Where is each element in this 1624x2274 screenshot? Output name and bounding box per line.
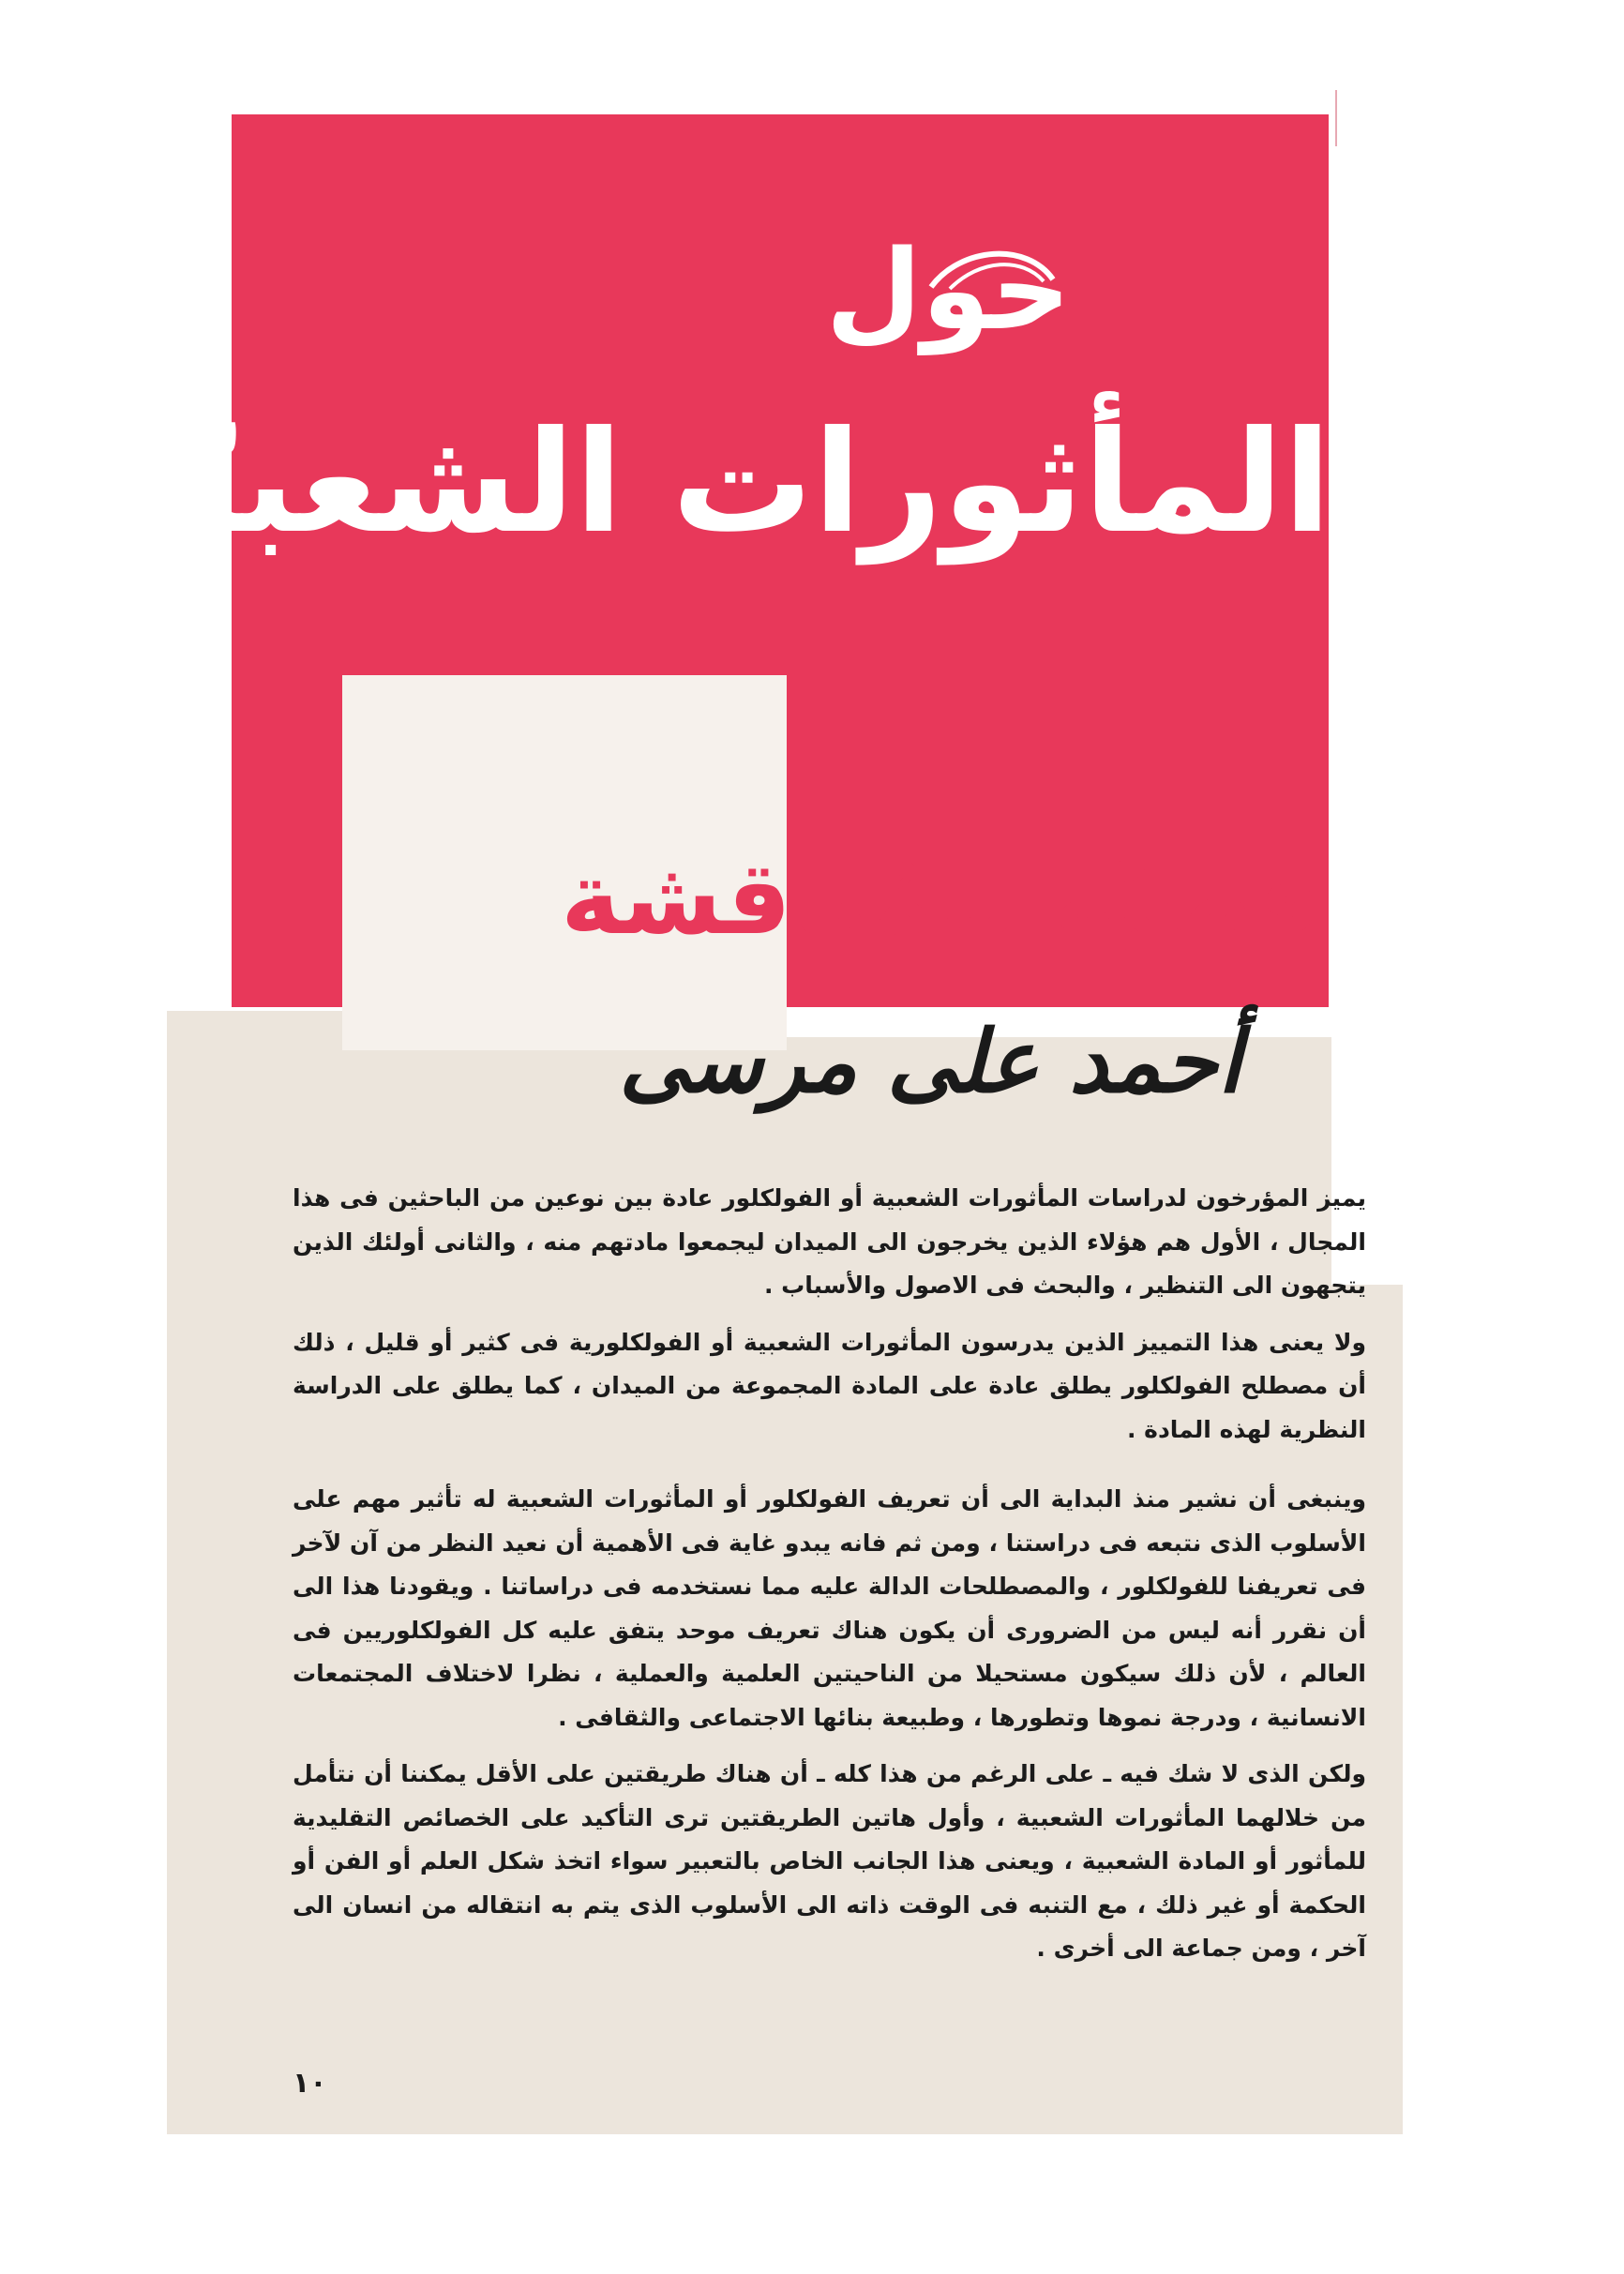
paragraph-2: ولا يعنى هذا التمييز الذين يدرسون المأثورات الشعبية أو الفولكلورية فى كثير أو قليل ، ذلك أن مصطلح الفولكلور يطلق عادة على المادة المجموعة من الميدان ، كما يطلق على الدراسة النظرية لهذه المادة . [293, 1328, 1366, 1443]
paragraph-3: وينبغى أن نشير منذ البداية الى أن تعريف الفولكلور أو المأثورات الشعبية له تأثير مهم على الأسلوب الذى نتبعه فى دراستنا ، ومن ثم فانه يبدو غاية فى الأهمية أن نعيد النظر من آن لآخر فى تعريفنا للفولكلور ، والمصطلحات الدالة عليه مما نستخدمه فى دراساتنا . ويقودنا هذا الى أن نقرر أنه ليس من الضرورى أن يكون هناك تعريف موحد يتفق عليه كل الفولكلوريين فى العالم ، لأن ذلك سيكون مستحيلا من الناحيتين العلمية والعملية ، نظرا لاختلاف المجتمعات الانسانية ، ودرجة نموها وتطورها ، وطبيعة بنائها الاجتماعى والثقافى . [293, 1485, 1366, 1731]
paragraph-1: يميز المؤرخون لدراسات المأثورات الشعبية أو الفولكلور عادة بين نوعين من الباحثين فى هذا المجال ، الأول هم هؤلاء الذين يخرجون الى الميدان ليجمعوا مادتهم منه ، والثانى أولئك الذين يتجهون الى التنظير ، والبحث فى الاصول والأسباب . [293, 1184, 1366, 1299]
paragraph-4: ولكن الذى لا شك فيه ـ على الرغم من هذا كله ـ أن هناك طريقتين على الأقل يمكننا أن نتأمل من خلالهما المأثورات الشعبية ، وأول هاتين الطريقتين ترى التأكيد على الخصائص التقليدية للمأثور أو المادة الشعبية ، ويعنى هذا الجانب الخاص بالتعبير سواء اتخذ شكل العلم أو الفن أو الحكمة أو غير ذلك ، مع التنبه فى الوقت ذاته الى الأسلوب الذى يتم به انتقاله من انسان الى آخر ، ومن جماعة الى أخرى . [293, 1760, 1366, 1962]
author-name: أحمد على مرسى [619, 1011, 1241, 1112]
article-body [293, 1177, 1366, 1984]
page-number: ١٠ [293, 2067, 327, 2100]
page-title: المأثورات الشعبيّة [98, 401, 1331, 565]
title-prefix: حول [825, 225, 1071, 354]
section-subtitle: قضيّة للمُناقشة [560, 840, 1322, 957]
page-edge-mark [1335, 90, 1337, 146]
